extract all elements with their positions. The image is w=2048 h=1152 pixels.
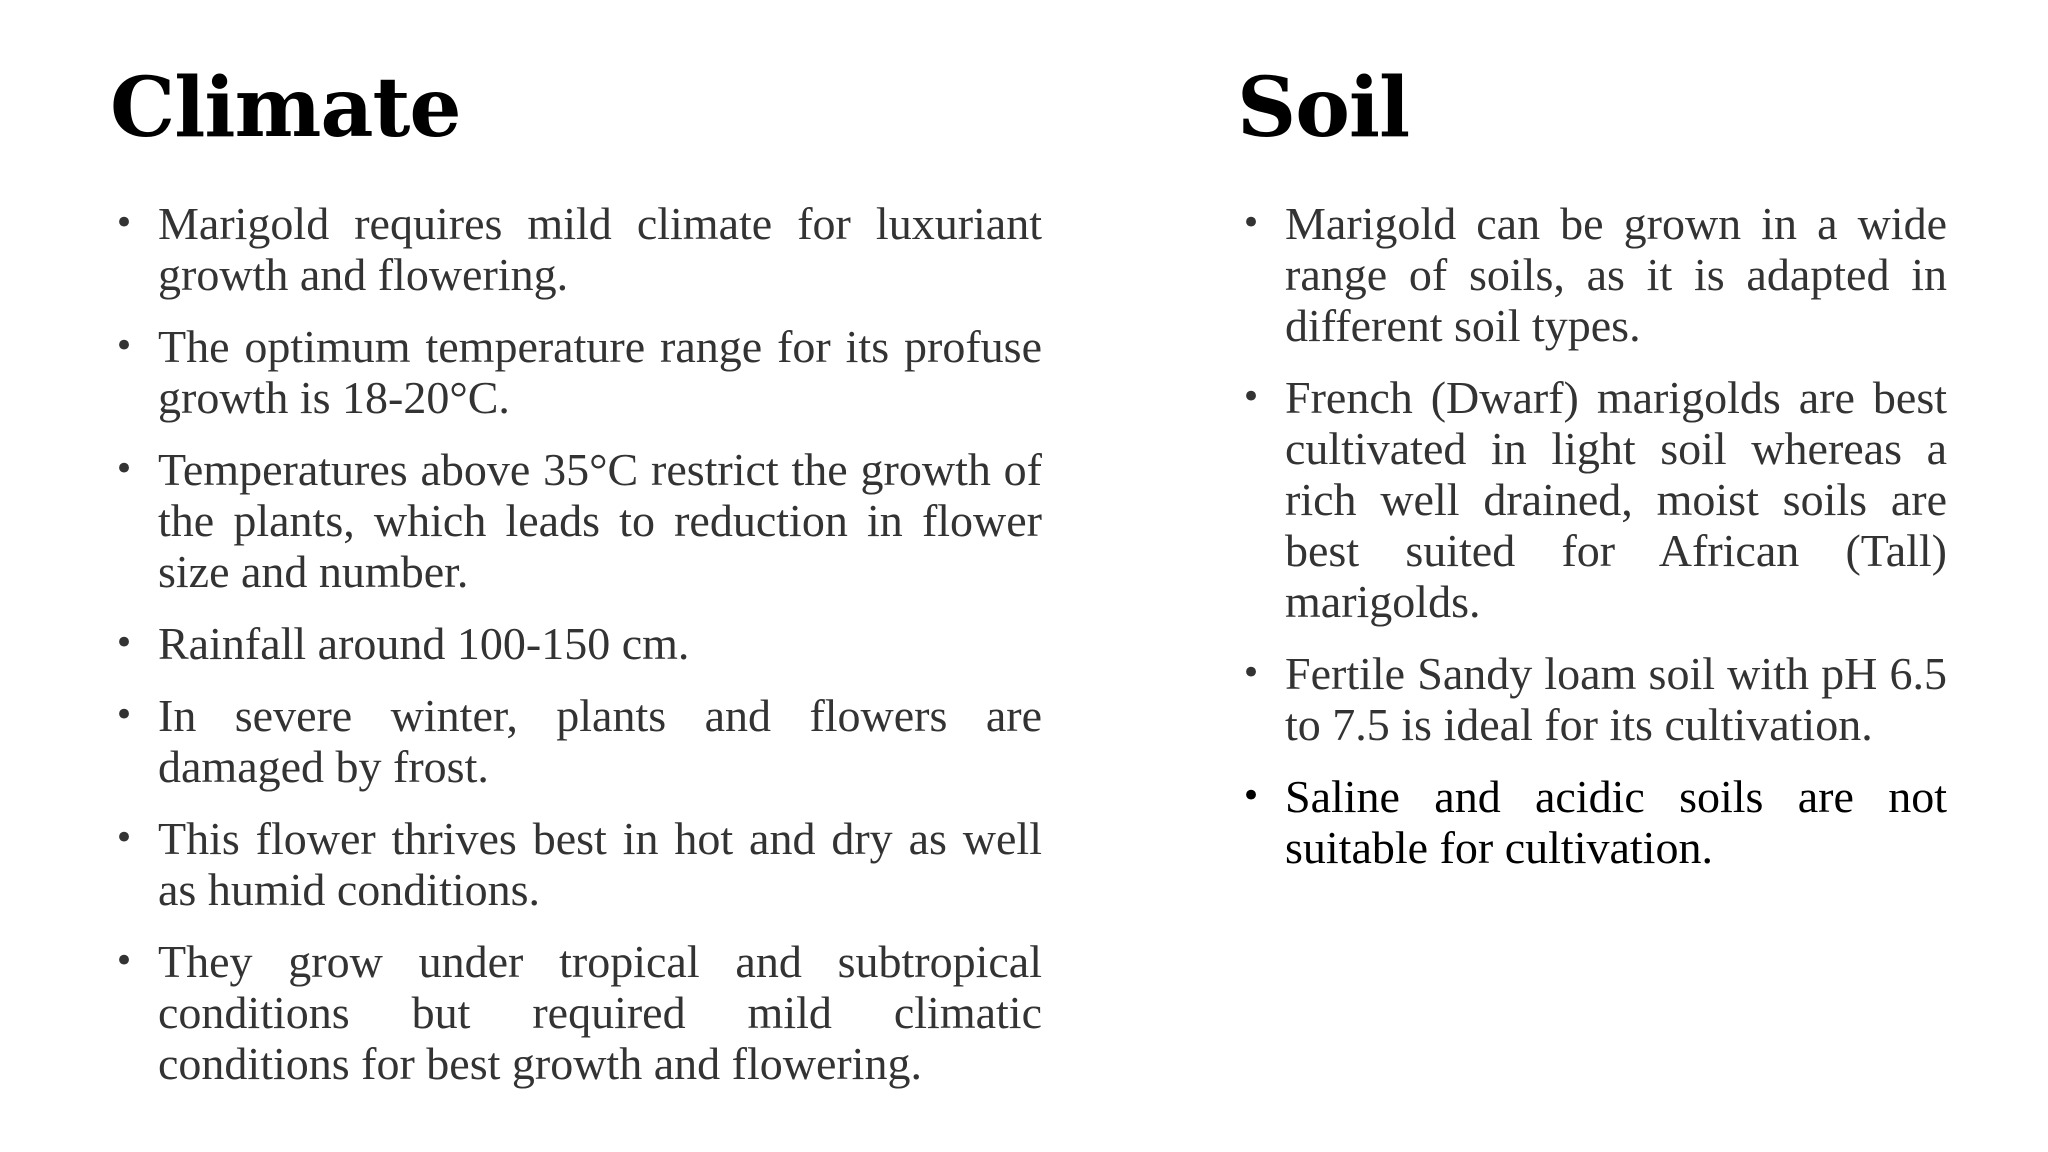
bullet-dot-icon: • xyxy=(114,941,135,981)
climate-bullet-list xyxy=(110,198,1042,1110)
climate-bullet-text: Rainfall around 100-150 cm. xyxy=(158,618,690,669)
climate-bullet-6 xyxy=(110,813,1042,915)
climate-title: Climate xyxy=(110,60,461,156)
bullet-dot-icon: • xyxy=(114,695,135,735)
climate-bullet-1 xyxy=(110,198,1042,300)
soil-bullet-1 xyxy=(1237,198,1947,351)
soil-bullet-text: Saline and acidic soils are not suitable for cultivation. xyxy=(1285,771,1947,873)
soil-bullet-list xyxy=(1237,198,1947,894)
bullet-dot-icon: • xyxy=(1241,653,1262,693)
climate-bullet-text: In severe winter, plants and flowers are damaged by frost. xyxy=(158,690,1042,792)
climate-bullet-2 xyxy=(110,321,1042,423)
climate-bullet-text: The optimum temperature range for its profuse growth is 18-20°C. xyxy=(158,321,1042,423)
bullet-dot-icon: • xyxy=(1241,377,1262,417)
climate-bullet-4 xyxy=(110,618,1042,669)
bullet-dot-icon: • xyxy=(114,449,135,489)
soil-bullet-text: French (Dwarf) marigolds are best cultivated in light soil whereas a rich well drained, moist soils are best suited for African (Tall) marigolds. xyxy=(1285,372,1947,627)
climate-bullet-text: Marigold requires mild climate for luxuriant growth and flowering. xyxy=(158,198,1042,300)
bullet-dot-icon: • xyxy=(114,818,135,858)
bullet-dot-icon: • xyxy=(114,623,135,663)
soil-bullet-2 xyxy=(1237,372,1947,627)
climate-bullet-text: They grow under tropical and subtropical conditions but required mild climatic conditions for best growth and flowering. xyxy=(158,936,1042,1089)
climate-bullet-text: Temperatures above 35°C restrict the growth of the plants, which leads to reduction in flower size and number. xyxy=(158,444,1042,597)
climate-bullet-7 xyxy=(110,936,1042,1089)
bullet-dot-icon: • xyxy=(114,203,135,243)
soil-bullet-3 xyxy=(1237,648,1947,750)
climate-bullet-text: This flower thrives best in hot and dry as well as humid conditions. xyxy=(158,813,1042,915)
climate-bullet-3 xyxy=(110,444,1042,597)
soil-bullet-4 xyxy=(1237,771,1947,873)
bullet-dot-icon: • xyxy=(1241,776,1262,816)
climate-bullet-5 xyxy=(110,690,1042,792)
bullet-dot-icon: • xyxy=(114,326,135,366)
soil-title: Soil xyxy=(1237,60,1410,156)
soil-bullet-text: Marigold can be grown in a wide range of soils, as it is adapted in different soil types. xyxy=(1285,198,1947,351)
bullet-dot-icon: • xyxy=(1241,203,1262,243)
soil-bullet-text: Fertile Sandy loam soil with pH 6.5 to 7.5 is ideal for its cultivation. xyxy=(1285,648,1947,750)
